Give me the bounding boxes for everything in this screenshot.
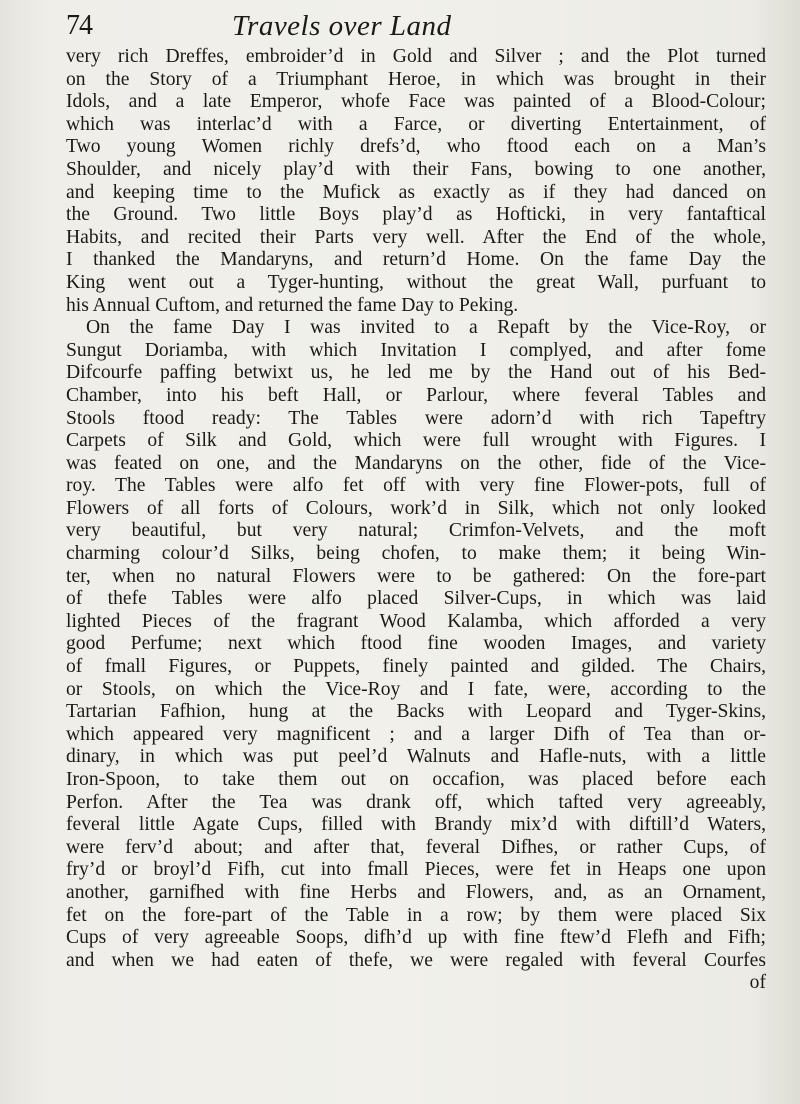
text-line: another, garnifhed with fine Herbs and Flowers, and, as an Ornament, (66, 881, 766, 903)
text-line: Tartarian Fafhion, hung at the Backs with Leopard and Tyger-Skins, (66, 701, 766, 723)
text-line: and when we had eaten of thefe, we were regaled with feveral Courfes (66, 949, 766, 971)
text-line: Habits, and recited their Parts very well. After the End of the whole, (66, 226, 766, 248)
text-line: fet on the fore-part of the Table in a row; by them were placed Six (66, 904, 766, 926)
text-line: charming colour’d Silks, being chofen, to make them; it being Win- (66, 543, 766, 565)
text-line: very rich Dreffes, embroider’d in Gold and Silver ; and the Plot turned (66, 46, 766, 67)
text-line: of thefe Tables were alfo placed Silver-Cups, in which was laid (66, 588, 766, 610)
text-line: Flowers of all forts of Colours, work’d in Silk, which not only looked (66, 497, 766, 519)
text-line: Chamber, into his beft Hall, or Parlour, where feveral Tables and (66, 384, 766, 406)
text-line: Iron-Spoon, to take them out on occafion, was placed before each (66, 769, 766, 790)
text-line: On the fame Day I was invited to a Repaft by the Vice-Roy, or (86, 317, 766, 339)
page-header (66, 10, 756, 46)
text-line: the Ground. Two little Boys play’d as Hofticki, in very fantaftical (66, 204, 766, 226)
text-line: were ferv’d about; and after that, feveral Difhes, or rather Cups, of (66, 836, 766, 858)
text-line: of fmall Figures, or Puppets, finely painted and gilded. The Chairs, (66, 656, 766, 678)
text-line: dinary, in which was put peel’d Walnuts and Hafle-nuts, with a little (66, 746, 766, 768)
text-line: his Annual Cuftom, and returned the fame Day to Peking. (66, 294, 519, 316)
text-line: Idols, and a late Emperor, whofe Face was painted of a Blood-Colour; (66, 91, 766, 113)
text-line: was feated on one, and the Mandaryns on the other, fide of the Vice- (66, 452, 766, 474)
text-line: or Stools, on which the Vice-Roy and I fate, were, according to the (66, 678, 766, 700)
text-line: Two young Women richly drefs’d, who ftood each on a Man’s (66, 136, 766, 158)
text-line: which appeared very magnificent ; and a larger Difh of Tea than or- (66, 723, 766, 745)
text-line: Carpets of Silk and Gold, which were full wrought with Figures. I (66, 430, 766, 452)
text-line: Shoulder, and nicely play’d with their Fans, bowing to one another, (66, 158, 766, 180)
text-line: feveral little Agate Cups, filled with Brandy mix’d with diftill’d Waters, (66, 814, 766, 836)
text-line: on the Story of a Triumphant Heroe, in which was brought in their (66, 68, 766, 90)
text-line: and keeping time to the Mufick as exactly as if they had danced on (66, 181, 766, 203)
text-line: Perfon. After the Tea was drank off, which tafted very agreeably, (66, 791, 766, 813)
text-line: King went out a Tyger-hunting, without the great Wall, purfuant to (66, 271, 766, 293)
text-line: which was interlac’d with a Farce, or diverting Entertainment, of (66, 113, 766, 135)
text-line: good Perfume; next which ftood fine wooden Images, and variety (66, 633, 766, 655)
text-line: Difcourfe paffing betwixt us, he led me by the Hand out of his Bed- (66, 362, 766, 384)
text-line: Cups of very agreeable Soops, difh’d up with fine ftew’d Flefh and Fifh; (66, 927, 766, 949)
page-number: 74 (66, 10, 92, 41)
text-line: I thanked the Mandaryns, and return’d Home. On the fame Day the (66, 249, 766, 271)
body-text (66, 46, 766, 995)
text-line: ter, when no natural Flowers were to be gathered: On the fore-part (66, 565, 766, 587)
text-line: roy. The Tables were alfo fet off with very fine Flower-pots, full of (66, 475, 766, 497)
text-line: Sungut Doriamba, with which Invitation I complyed, and after fome (66, 339, 766, 361)
running-head: Travels over Land (232, 10, 452, 42)
text-line: very beautiful, but very natural; Crimfon-Velvets, and the moft (66, 520, 766, 542)
text-line: Stools ftood ready: The Tables were adorn’d with rich Tapeftry (66, 407, 766, 429)
text-line: fry’d or broyl’d Fifh, cut into fmall Pieces, were fet in Heaps one upon (66, 859, 766, 881)
catchword: of (749, 972, 766, 994)
text-line: lighted Pieces of the fragrant Wood Kalamba, which afforded a very (66, 610, 766, 632)
